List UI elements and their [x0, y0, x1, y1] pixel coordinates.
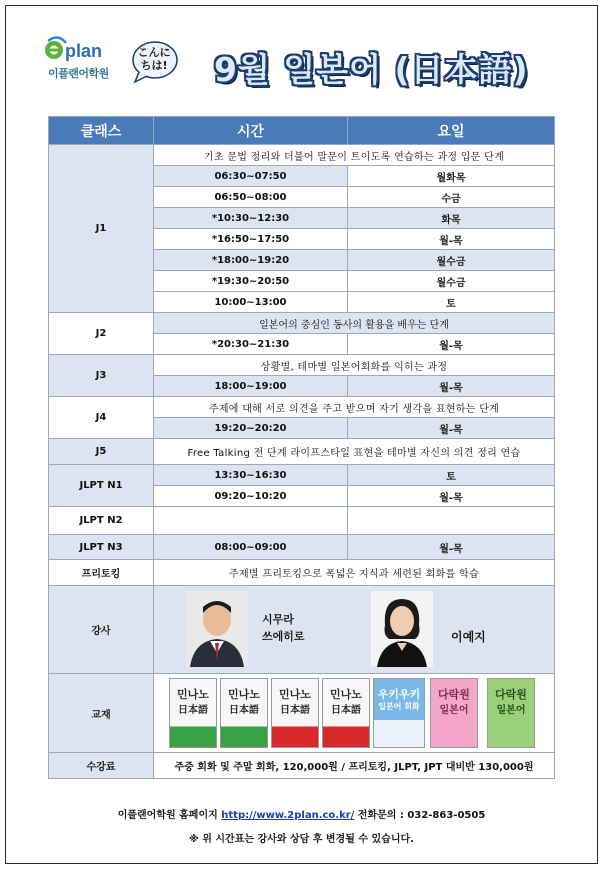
book-list [156, 674, 552, 752]
class-j1-desc: 기초 문법 정리와 더불어 말문이 트이도록 연습하는 과정 입문 단계 [154, 145, 555, 166]
teacher-photo-1 [186, 591, 248, 667]
table-row [49, 313, 555, 334]
day-cell: 월수금 [348, 250, 555, 271]
greeting-line-1: こんに [137, 46, 171, 59]
book-title: 민나노 [330, 688, 362, 701]
day-cell: 월화목 [348, 166, 555, 187]
book-title: 우키우키 [377, 688, 421, 701]
greeting-bubble [131, 40, 181, 84]
day-cell: 월-목 [348, 535, 555, 560]
book-subtitle: 일본어 회화 [378, 702, 420, 711]
book-subtitle: 일본어 [439, 705, 469, 716]
logo-text: 이플랜어학원 [48, 67, 109, 80]
time-cell: 19:20~20:20 [154, 418, 348, 439]
day-cell: 월-목 [348, 418, 555, 439]
book-title: 다락원 [438, 688, 470, 701]
time-cell: *20:30~21:30 [154, 334, 348, 355]
teacher-label: 강사 [49, 586, 154, 674]
eplan-logo-mark-icon [44, 35, 116, 63]
eplan-logo [44, 35, 124, 87]
table-row [49, 439, 555, 465]
day-cell: 월수금 [348, 271, 555, 292]
free-talking-desc: 주제별 프리토킹으로 폭넓은 지식과 세련된 회화를 학습 [154, 560, 555, 586]
book-cover [430, 678, 478, 748]
footer-prefix: 이플랜어학원 홈페이지 [117, 810, 222, 821]
class-j1: J1 [49, 145, 154, 313]
time-cell: 18:00~19:00 [154, 376, 348, 397]
greeting-line-2: ちは! [140, 59, 168, 72]
footer-note: ※ 위 시간표는 강사와 상담 후 변경될 수 있습니다. [189, 834, 414, 845]
fee-label: 수강료 [49, 753, 154, 779]
day-cell [348, 507, 555, 535]
time-cell: 09:20~10:20 [154, 486, 348, 507]
day-cell: 월-목 [348, 376, 555, 397]
day-cell: 월-목 [348, 229, 555, 250]
schedule-table [48, 116, 555, 779]
class-n2: JLPT N2 [49, 507, 154, 535]
time-cell: 06:50~08:00 [154, 187, 348, 208]
header-class: 클래스 [49, 117, 154, 145]
book-subtitle: 일본어 [496, 705, 526, 716]
page-title: 9월 일본어 (日本語) [214, 50, 529, 89]
teacher-cards [156, 589, 552, 671]
class-j3: J3 [49, 355, 154, 397]
book-title: 민나노 [228, 688, 260, 701]
book-subtitle: 日本語 [280, 705, 310, 716]
day-cell: 토 [348, 292, 555, 313]
class-j5: J5 [49, 439, 154, 465]
class-n1: JLPT N1 [49, 465, 154, 507]
class-j2: J2 [49, 313, 154, 355]
time-cell [154, 507, 348, 535]
book-subtitle: 日本語 [178, 705, 208, 716]
day-cell: 수금 [348, 187, 555, 208]
table-row [49, 560, 555, 586]
day-cell: 토 [348, 465, 555, 486]
class-j3-desc: 상황별, 테마별 일본어회화를 익히는 과정 [154, 355, 555, 376]
header-time: 시간 [154, 117, 348, 145]
table-header-row [49, 117, 555, 145]
book-title: 다락원 [495, 688, 527, 701]
books-panel [154, 674, 555, 753]
footer-phone: 전화문의 : 032-863-0505 [354, 810, 486, 821]
teacher-panel [154, 586, 555, 674]
time-cell: 10:00~13:00 [154, 292, 348, 313]
class-j4: J4 [49, 397, 154, 439]
time-cell: *19:30~20:50 [154, 271, 348, 292]
book-title: 민나노 [177, 688, 209, 701]
teacher-1-name-line-2: 쓰에히로 [262, 629, 305, 643]
teacher-row [49, 586, 555, 674]
book-cover [487, 678, 535, 748]
table-row [49, 535, 555, 560]
book-cover [373, 678, 425, 748]
table-row [49, 465, 555, 486]
footer-contact [0, 806, 603, 821]
table-row [49, 397, 555, 418]
day-cell: 월-목 [348, 334, 555, 355]
time-cell: *18:00~19:20 [154, 250, 348, 271]
fee-row [49, 753, 555, 779]
teacher-photo-2 [371, 591, 433, 667]
book-cover [322, 678, 370, 748]
class-free-talking: 프리토킹 [49, 560, 154, 586]
book-cover [169, 678, 217, 748]
book-cover [220, 678, 268, 748]
time-cell: *16:50~17:50 [154, 229, 348, 250]
greeting-text [131, 46, 177, 72]
day-cell: 월-목 [348, 486, 555, 507]
homepage-link[interactable]: http://www.2plan.co.kr/ [221, 810, 355, 821]
class-j2-desc: 일본어의 중심인 동사의 활용을 배우는 단계 [154, 313, 555, 334]
teacher-1-name [262, 611, 305, 645]
book-subtitle: 日本語 [331, 705, 361, 716]
teacher-1-name-line-1: 시무라 [262, 612, 294, 626]
class-j4-desc: 주제에 대해 서로 의견을 주고 받으며 자기 생각을 표현하는 단계 [154, 397, 555, 418]
time-cell: 13:30~16:30 [154, 465, 348, 486]
table-row [49, 355, 555, 376]
svg-text:plan: plan [65, 41, 103, 61]
book-cover [271, 678, 319, 748]
books-row [49, 674, 555, 753]
fee-text: 주중 회화 및 주말 회화, 120,000원 / 프리토킹, JLPT, JPT 대비반 130,000원 [154, 753, 555, 779]
table-row [49, 507, 555, 535]
table-row [49, 145, 555, 166]
book-title: 민나노 [279, 688, 311, 701]
class-n3: JLPT N3 [49, 535, 154, 560]
time-cell: 08:00~09:00 [154, 535, 348, 560]
day-cell: 화목 [348, 208, 555, 229]
teacher-2-name: 이예지 [451, 629, 486, 644]
header-day: 요일 [348, 117, 555, 145]
time-cell: *10:30~12:30 [154, 208, 348, 229]
books-label: 교재 [49, 674, 154, 753]
class-j5-desc: Free Talking 전 단계 라이프스타일 표현을 테마별 자신의 의견 정리 연습 [154, 439, 555, 465]
time-cell: 06:30~07:50 [154, 166, 348, 187]
book-subtitle: 日本語 [229, 705, 259, 716]
